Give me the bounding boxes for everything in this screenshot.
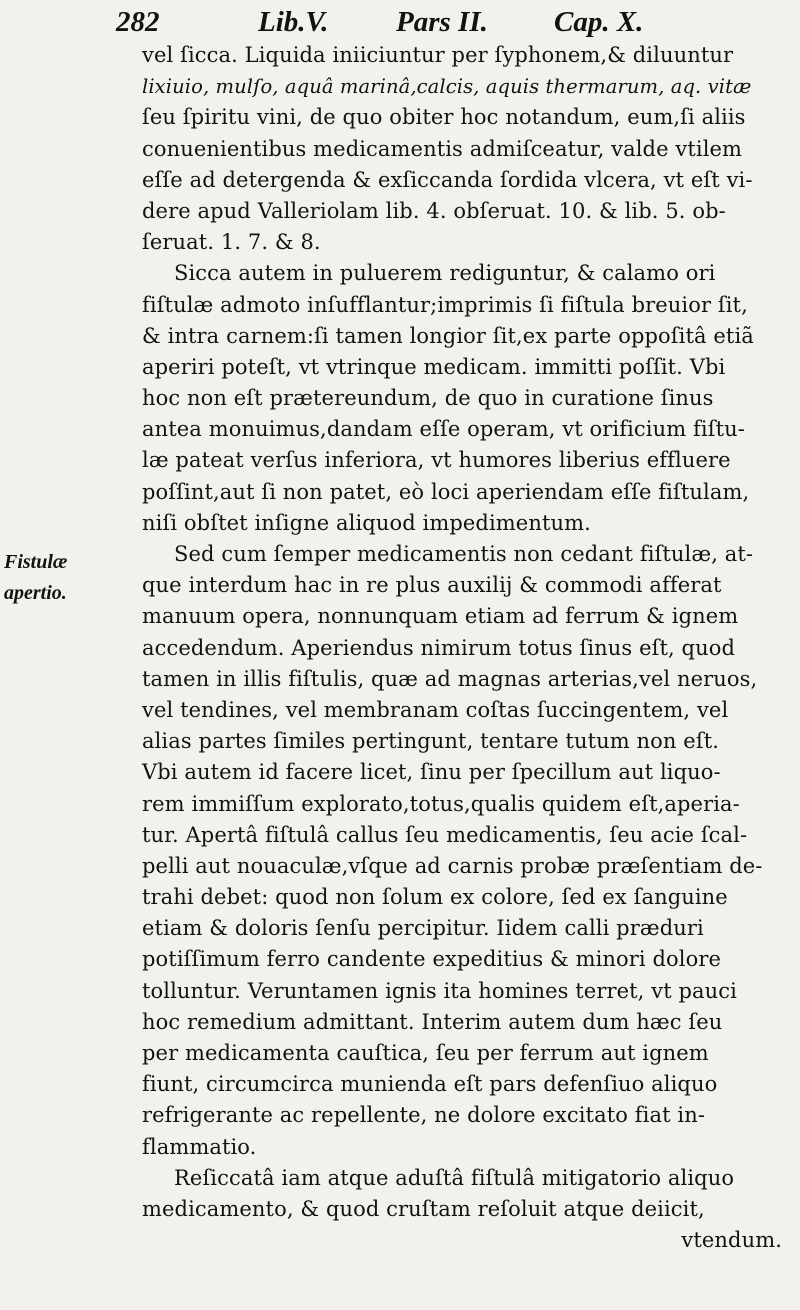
text-line: tur. Apertâ fiſtulâ callus ſeu medicamentis, ſeu acie ſcal- [142, 822, 748, 847]
header-pars: Pars II. [396, 6, 488, 38]
text-line: vel ſicca. Liquida iniiciuntur per ſyphonem,& diluuntur [142, 43, 734, 67]
text-line: dere apud Valleriolam lib. 4. obſeruat. 10. & lib. 5. ob- [142, 198, 726, 223]
paragraph-start-line: Sicca autem in puluerem rediguntur, & calamo ori [174, 261, 716, 286]
text-line: pelli aut nouaculæ,vſque ad carnis probæ præſentiam de- [142, 853, 763, 878]
text-line: que interdum hac in re plus auxilij & commodi afferat [142, 573, 722, 598]
text-line: fiſtulæ admoto inſufflantur;imprimis ſi fiſtula breuior ſit, [142, 292, 748, 317]
text-line: accedendum. Aperiendus nimirum totus ſinus eſt, quod [142, 635, 736, 660]
margin-note-line-1: Fistulæ [4, 551, 68, 573]
text-line: rem immiſſum explorato,totus,qualis quidem eſt,aperia- [142, 791, 740, 816]
text-line: læ pateat verſus inferiora, vt humores liberius effluere [142, 448, 731, 473]
margin-note [4, 547, 144, 609]
text-line: potiſſimum ferro candente expeditius & minori dolore [142, 947, 722, 972]
text-line: antea monuimus,dandam eſſe operam, vt orificium fiſtu- [142, 417, 745, 442]
text-line: vel tendines, vel membranam coſtas ſuccingentem, vel [142, 697, 729, 722]
margin-note-line-2: apertio. [4, 582, 67, 604]
text-line: ſeruat. 1. 7. & 8. [142, 230, 321, 255]
text-line: tolluntur. Veruntamen ignis ita homines terret, vt pauci [142, 978, 737, 1003]
text-line: conuenientibus medicamentis admiſceatur, valde vtilem [142, 136, 743, 161]
paragraph-start-line: Reſiccatâ iam atque aduſtâ fiſtulâ mitigatorio aliquo [174, 1165, 735, 1190]
paragraph-start-line: Sed cum ſemper medicamentis non cedant fiſtulæ, at- [174, 542, 754, 566]
text-line: refrigerante ac repellente, ne dolore excitato fiat in- [142, 1103, 706, 1128]
header-chapter: Cap. X. [554, 6, 644, 38]
text-line: manuum opera, nonnunquam etiam ad ferrum & ignem [142, 604, 739, 629]
text-line: etiam & doloris ſenſu percipitur. Iidem calli præduri [142, 916, 704, 941]
text-line: fiunt, circumcirca munienda eſt pars defenſiuo aliquo [142, 1072, 718, 1097]
text-line: niſi obſtet inſigne aliquod impedimentum. [142, 510, 591, 535]
text-line: poſſint,aut ſi non patet, eò loci aperiendam eſſe fiſtulam, [142, 479, 750, 504]
catchword-line: vtendum. [681, 1228, 782, 1253]
text-line: flammatio. [142, 1134, 257, 1159]
text-line: Vbi autem id facere licet, ſinu per ſpecillum aut liquo- [142, 760, 721, 785]
text-line: alias partes ſimiles pertingunt, tentare tutum non eſt. [142, 729, 720, 754]
text-line: trahi debet: quod non ſolum ex colore, ſed ex ſanguine [142, 885, 728, 910]
text-line: hoc non eſt prætereundum, de quo in curatione ſinus [142, 386, 714, 411]
text-line: medicamento, & quod cruſtam reſoluit atque deiicit, [142, 1196, 705, 1221]
text-line: tamen in illis fiſtulis, quæ ad magnas arterias,vel neruos, [142, 666, 758, 691]
page-number: 282 [116, 6, 160, 38]
text-line: lixiuio, mulſo, aquâ marinâ,calcis, aquis thermarum, aq. vitæ [142, 75, 752, 99]
text-line: hoc remedium admittant. Interim autem dum hæc ſeu [142, 1009, 723, 1034]
header-book: Lib.V. [258, 6, 329, 38]
text-line: ſeu ſpiritu vini, de quo obiter hoc notandum, eum,ſi aliis [142, 105, 746, 130]
body-text [142, 40, 782, 1256]
text-line: per medicamenta cauſtica, ſeu per ferrum aut ignem [142, 1041, 709, 1065]
text-line: eſſe ad detergenda & exſiccanda ſordida vlcera, vt eſt vi- [142, 167, 753, 192]
text-line: & intra carnem:ſi tamen longior ſit,ex parte oppoſitâ etiã [142, 323, 754, 348]
text-line: aperiri poteſt, vt vtrinque medicam. immitti poſſit. Vbi [142, 354, 726, 379]
